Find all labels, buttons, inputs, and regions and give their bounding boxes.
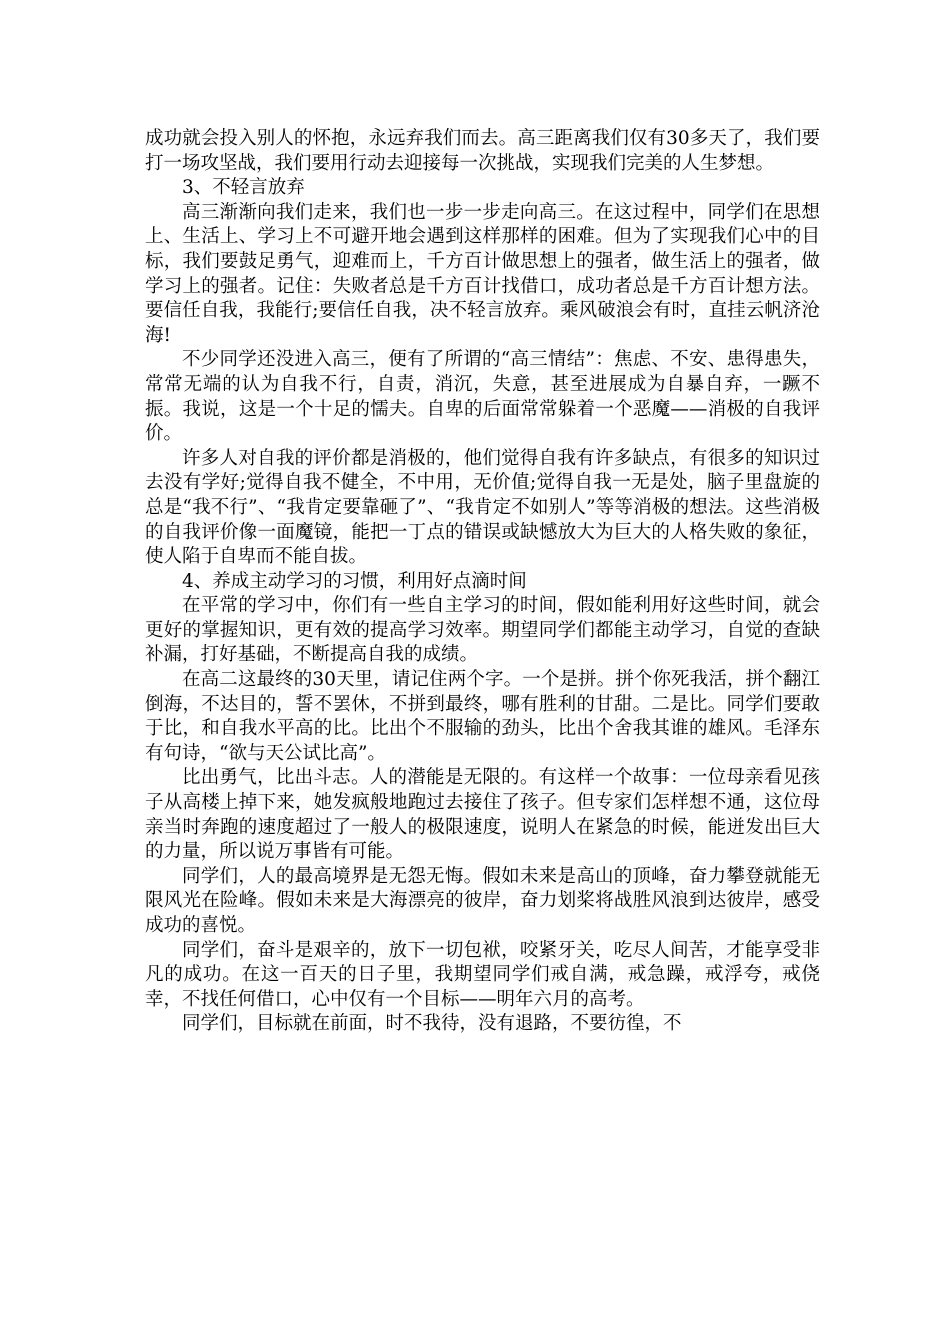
paragraph: 高三渐渐向我们走来，我们也一步一步走向高三。在这过程中，同学们在思想上、生活上、学习上不可避开地会遇到这样那样的困难。但为了实现我们心中的目标，我们要鼓足勇气，迎难而上，千方百计做思想上的强者，做生活上的强者，做学习上的强者。记住：失败者总是千方百计找借口，成功者总是千方百计想方法。要信任自我，我能行;要信任自我，决不轻言放弃。乘风破浪会有时，直挂云帆济沧海! (145, 201, 820, 346)
document-body (145, 127, 820, 1037)
paragraph: 在高二这最终的30天里，请记住两个字。一个是拼。拼个你死我活，拼个翻江倒海，不达目的，誓不罢休，不拼到最终，哪有胜利的甘甜。二是比。同学们要敢于比，和自我水平高的比。比出个不服输的劲头，比出个舍我其谁的雄风。毛泽东有句诗，“欲与天公试比高”。 (145, 669, 820, 764)
paragraph-continuation: 成功就会投入别人的怀抱，永远弃我们而去。高三距离我们仅有30多天了，我们要打一场攻坚战，我们要用行动去迎接每一次挑战，实现我们完美的人生梦想。 (145, 128, 820, 174)
paragraph: 同学们，奋斗是艰辛的，放下一切包袱，咬紧牙关，吃尽人间苦，才能享受非凡的成功。在这一百天的日子里，我期望同学们戒自满，戒急躁，戒浮夸，戒侥幸，不找任何借口，心中仅有一个目标——明年六月的高考。 (145, 939, 820, 1010)
paragraph: 不少同学还没进入高三，便有了所谓的“高三情结”：焦虑、不安、患得患失，常常无端的认为自我不行，自责，消沉，失意，甚至进展成为自暴自弃，一蹶不振。我说，这是一个十足的懦夫。自卑的后面常常躲着一个恶魔——消极的自我评价。 (145, 349, 820, 445)
heading-3-dont-give-up: 3、不轻言放弃 (182, 177, 305, 199)
paragraph: 在平常的学习中，你们有一些自主学习的时间，假如能利用好这些时间，就会更好的掌握知识，更有效的提高学习效率。期望同学们都能主动学习，自觉的查缺补漏，打好基础，不断提高自我的成绩。 (145, 595, 820, 666)
paragraph-truncated: 同学们，目标就在前面，时不我待，没有退路，不要彷徨，不 (182, 1013, 682, 1035)
paragraph: 比出勇气，比出斗志。人的潜能是无限的。有这样一个故事：一位母亲看见孩子从高楼上掉下来，她发疯般地跑过去接住了孩子。但专家们怎样想不通，这位母亲当时奔跑的速度超过了一般人的极限速度，说明人在紧急的时候，能迸发出巨大的力量，所以说万事皆有可能。 (145, 767, 820, 863)
heading-4-active-learning: 4、养成主动学习的习惯，利用好点滴时间 (182, 570, 527, 592)
paragraph: 许多人对自我的评价都是消极的，他们觉得自我有许多缺点，有很多的知识过去没有学好;觉得自我不健全，不中用，无价值;觉得自我一无是处，脑子里盘旋的总是“我不行”、“我肯定要靠砸了”、“我肯定不如别人”等等消极的想法。这些消极的自我评价像一面魔镜，能把一丁点的错误或缺憾放大为巨大的人格失败的象征，使人陷于自卑而不能自拔。 (145, 447, 820, 568)
paragraph: 同学们，人的最高境界是无怨无悔。假如未来是高山的顶峰，奋力攀登就能无限风光在险峰。假如未来是大海漂亮的彼岸，奋力划桨将战胜风浪到达彼岸，感受成功的喜悦。 (145, 865, 820, 936)
